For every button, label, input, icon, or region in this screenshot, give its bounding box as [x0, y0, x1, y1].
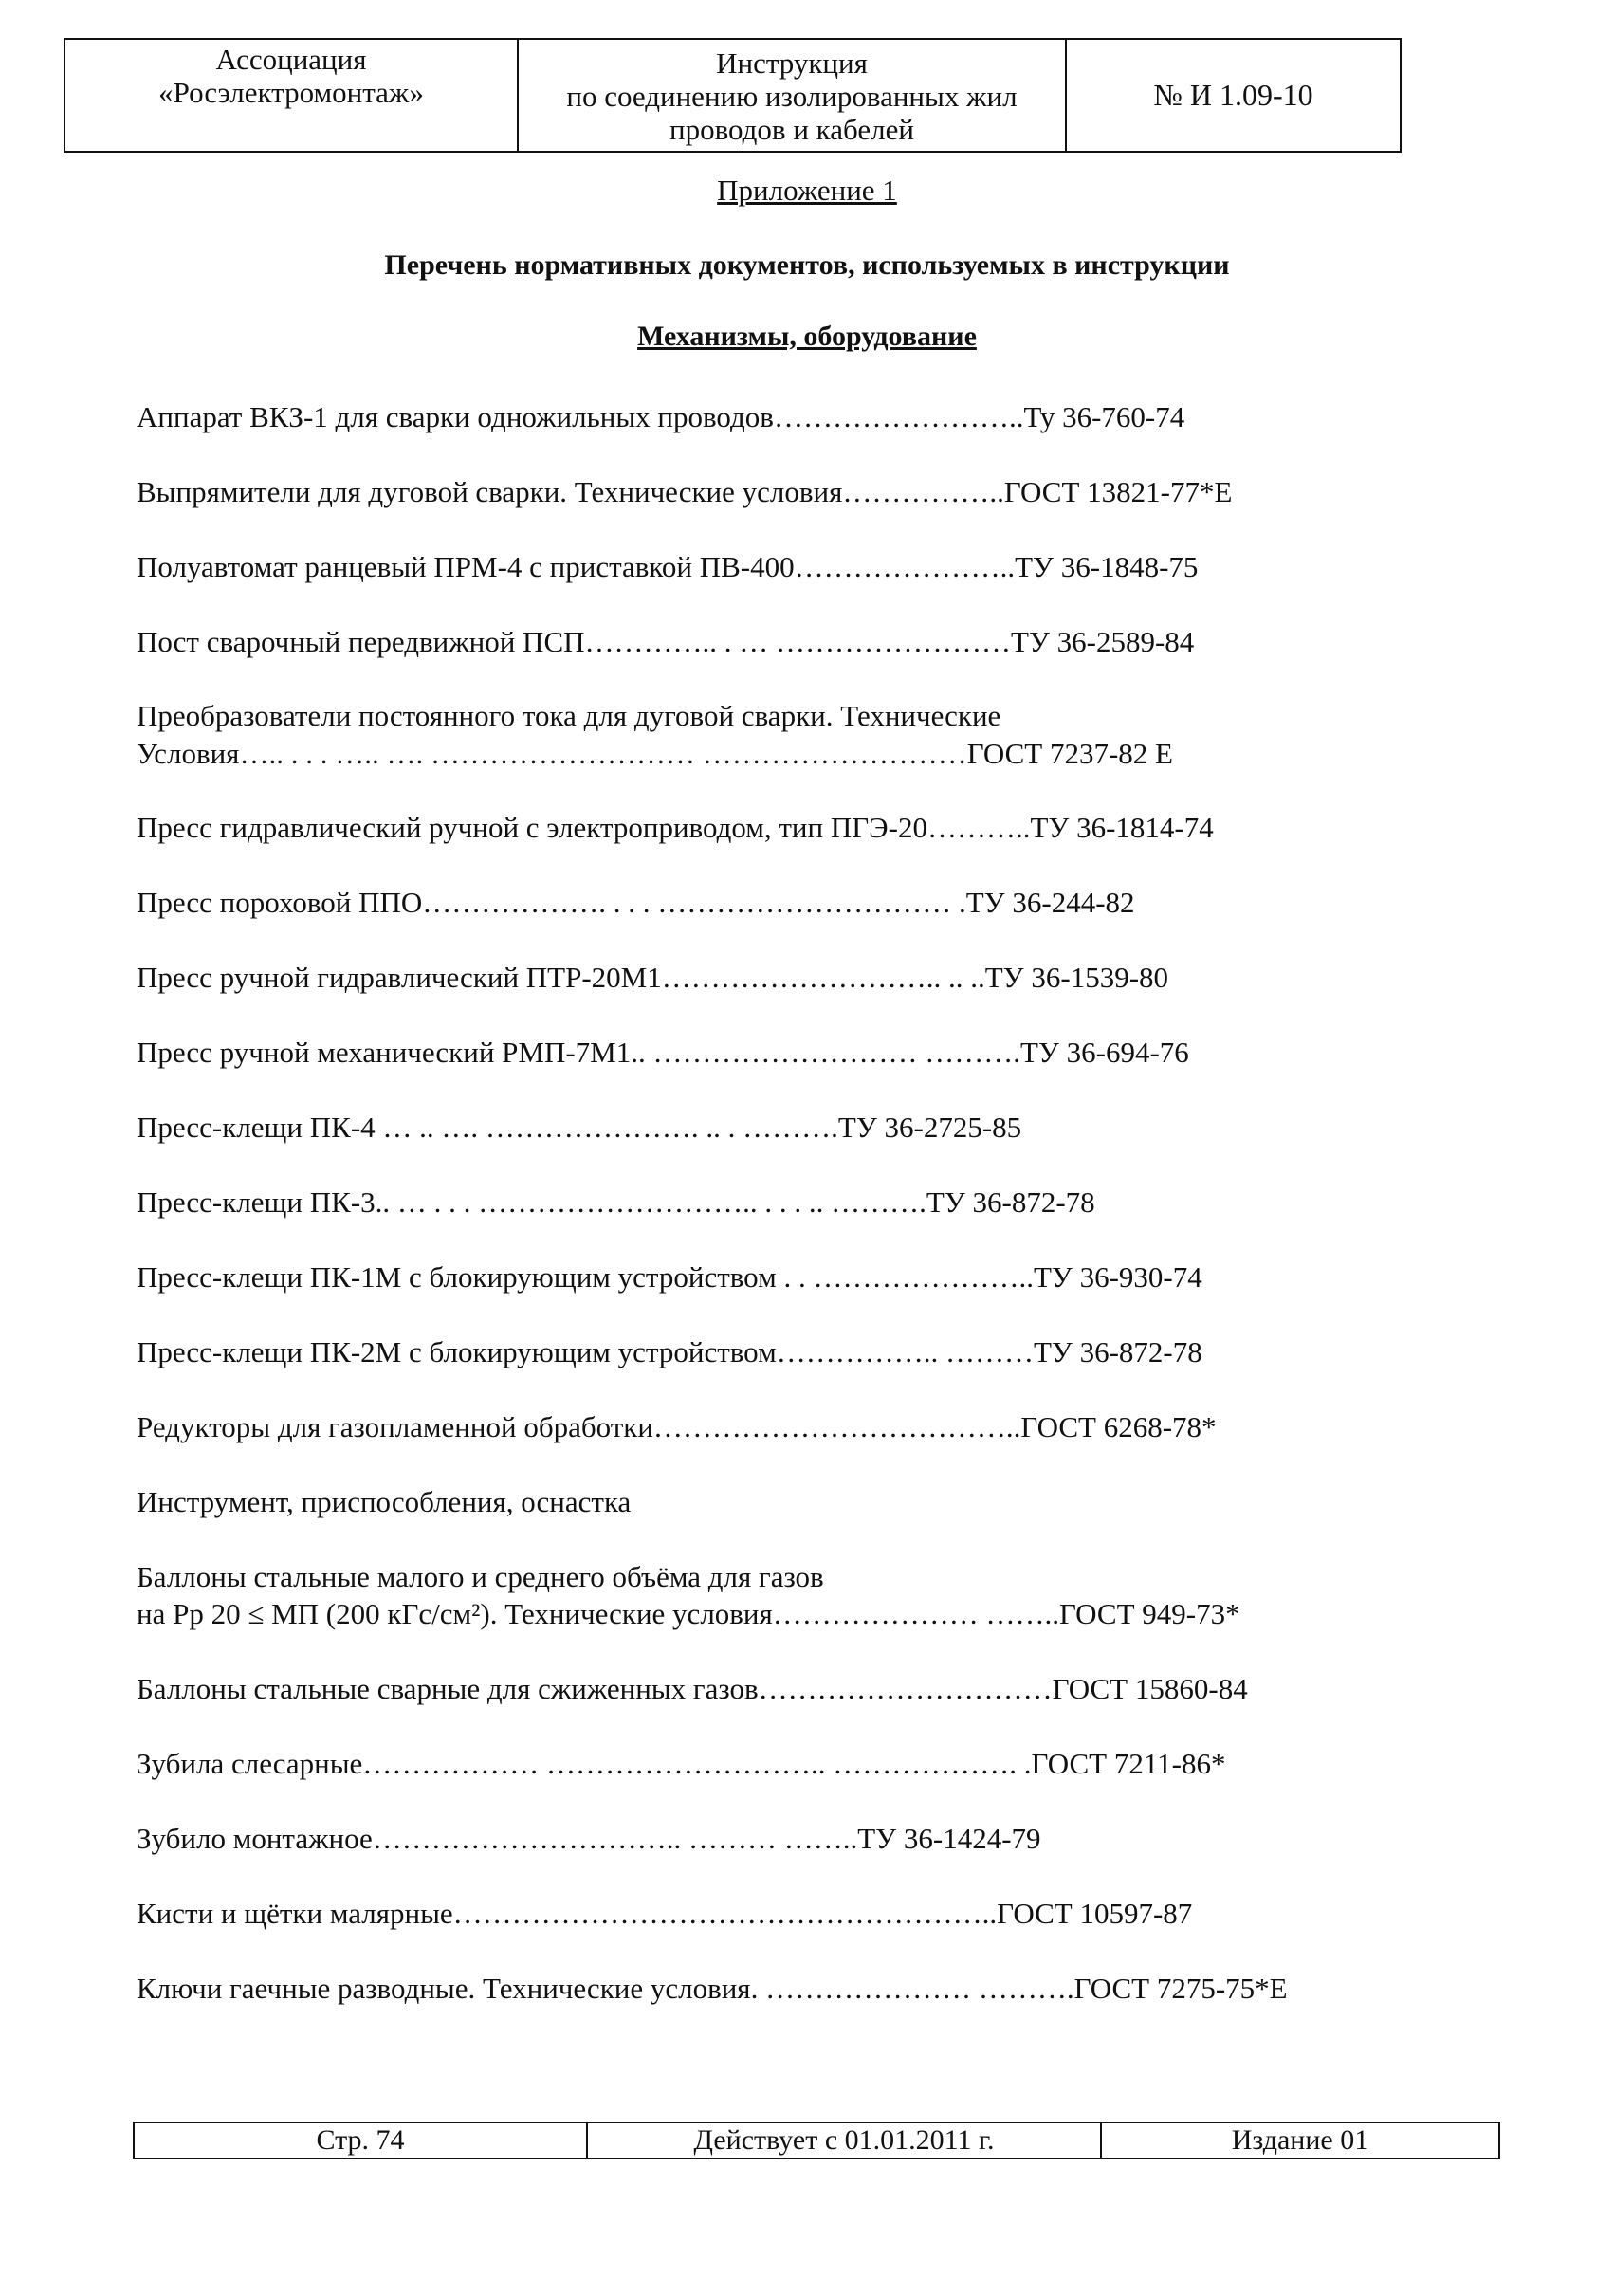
list-item: Баллоны стальные сварные для сжиженных газов…………………………ГОСТ 15860-84 [137, 1672, 1248, 1705]
org-line-1: Ассоциация [215, 43, 367, 76]
list-item: Инструмент, приспособления, оснастка [137, 1485, 632, 1518]
doc-title-line-2: по соединению изолированных жил [566, 80, 1018, 113]
list-item: Пресс гидравлический ручной с электроприводом, тип ПГЭ-20………..ТУ 36-1814-74 [137, 811, 1214, 844]
list-item: Условия….. . . . ….. …. ……………………… ………………………ГОСТ 7237-82 Е [137, 737, 1173, 770]
page-title: Перечень нормативных документов, используемых в инструкции [384, 249, 1230, 281]
list-item: Пресс пороховой ППО………………. . . . ………………………… .ТУ 36-244-82 [137, 886, 1135, 919]
header-doc-number [1067, 40, 1400, 151]
list-item: Пресс-клещи ПК-3.. … . . . ……………………….. . . . .. ……….ТУ 36-872-78 [137, 1185, 1095, 1219]
list-item: Ключи гаечные разводные. Технические условия. ………………… ……….ГОСТ 7275-75*Е [137, 1972, 1288, 2005]
list-item: Редукторы для газопламенной обработки………………………………..ГОСТ 6268-78* [137, 1410, 1217, 1443]
section-heading-text: Механизмы, оборудование [637, 321, 977, 352]
footer-table [133, 2122, 1500, 2159]
org-line-2: «Росэлектромонтаж» [158, 76, 424, 109]
doc-title-line-1: Инструкция [716, 46, 868, 80]
list-item: Пресс-клещи ПК-2М с блокирующим устройством…………….. ………ТУ 36-872-78 [137, 1335, 1202, 1368]
footer-page-number: Стр. 74 [135, 2123, 588, 2158]
header-table [64, 38, 1402, 153]
list-item: на Рр 20 ≤ МП (200 кГс/см²). Технические условия………………… ……..ГОСТ 949-73* [137, 1597, 1240, 1630]
header-organization [65, 40, 519, 151]
appendix-label [0, 174, 1614, 208]
list-item: Баллоны стальные малого и среднего объёма для газов [137, 1560, 824, 1593]
list-item: Полуавтомат ранцевый ПРМ-4 с приставкой ПВ-400…………………..ТУ 36-1848-75 [137, 550, 1199, 583]
list-item: Пресс-клещи ПК-1М с блокирующим устройством . . …………………..ТУ 36-930-74 [137, 1260, 1202, 1294]
doc-number: № И 1.09-10 [1153, 78, 1313, 112]
list-item: Пресс ручной гидравлический ПТР-20М1……………………….. .. ..ТУ 36-1539-80 [137, 961, 1169, 994]
list-item: Преобразователи постоянного тока для дуговой сварки. Технические [137, 699, 1001, 732]
list-item: Аппарат ВКЗ-1 для сварки одножильных проводов……………………..Ту 36-760-74 [137, 400, 1185, 433]
section-heading [0, 321, 1614, 353]
list-item: Зубило монтажное………………………….. ……… ……..ТУ 36-1424-79 [137, 1822, 1041, 1855]
list-item: Пост сварочный передвижной ПСП………….. . … ……………………ТУ 36-2589-84 [137, 625, 1195, 658]
list-item: Пресс-клещи ПК-4 … .. …. …………………. .. . ……….ТУ 36-2725-85 [137, 1111, 1022, 1144]
header-document-title [519, 40, 1067, 151]
doc-title-line-3: проводов и кабелей [669, 113, 914, 146]
list-item: Пресс ручной механический РМП-7М1.. ……………………… ……….ТУ 36-694-76 [137, 1036, 1189, 1069]
footer-effective-date: Действует с 01.01.2011 г. [588, 2123, 1102, 2158]
list-item: Зубила слесарные……………… ……………………….. ………………. .ГОСТ 7211-86* [137, 1747, 1226, 1780]
appendix-text: Приложение 1 [717, 174, 897, 207]
list-item: Кисти и щётки малярные………………………………………………..ГОСТ 10597-87 [137, 1897, 1193, 1930]
list-item: Выпрямители для дуговой сварки. Технические условия……………..ГОСТ 13821-77*Е [137, 475, 1233, 508]
footer-edition: Издание 01 [1231, 2124, 1369, 2156]
